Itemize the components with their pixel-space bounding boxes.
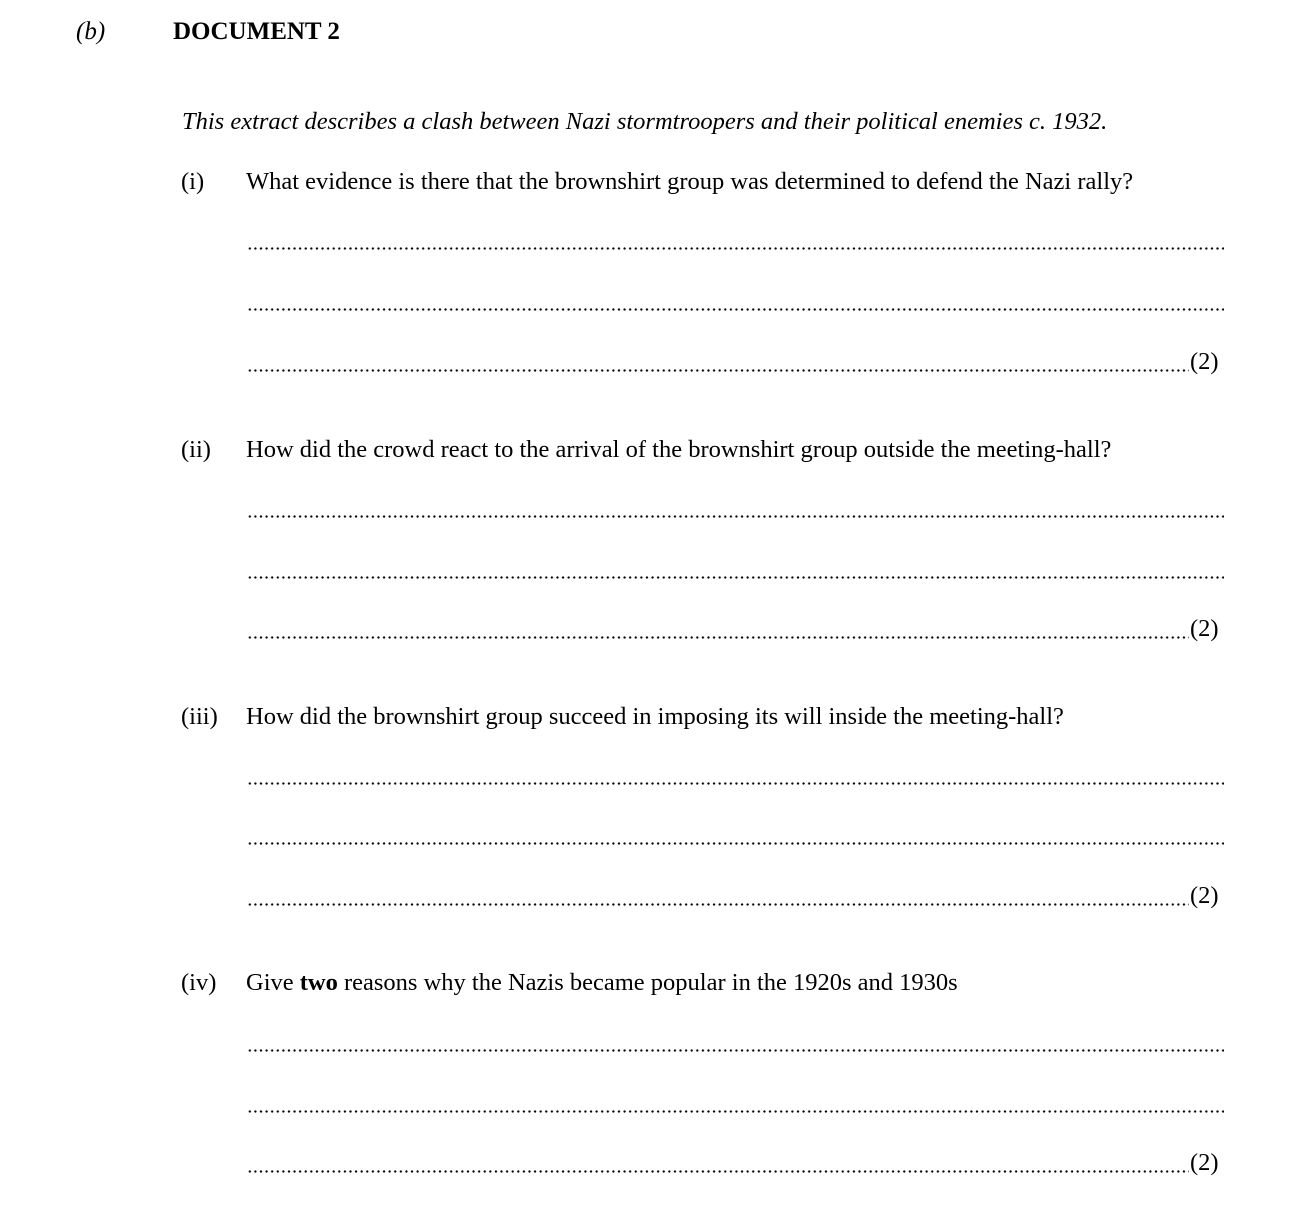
document-intro: This extract describes a clash between Nazi stormtroopers and their political enemies c. 1932.: [182, 108, 1108, 135]
marks-label: (2): [1190, 348, 1219, 375]
answer-line[interactable]: [247, 782, 1224, 785]
question-text: [246, 969, 958, 997]
answer-line[interactable]: [247, 308, 1224, 311]
answer-line[interactable]: [247, 1049, 1224, 1052]
part-label: (b): [76, 18, 106, 45]
marks-label: (2): [1190, 1149, 1219, 1176]
answer-line[interactable]: [247, 1170, 1189, 1173]
answer-line[interactable]: [247, 247, 1224, 250]
question-text-end: reasons why the Nazis became popular in the 1920s and 1930s: [337, 969, 958, 996]
marks-label: (2): [1190, 882, 1219, 909]
question-text: What evidence is there that the brownshirt group was determined to defend the Nazi rally?: [246, 168, 1134, 195]
question-text-start: Give: [246, 969, 300, 996]
answer-line[interactable]: [247, 1110, 1224, 1113]
answer-line[interactable]: [247, 369, 1189, 372]
marks-label: (2): [1190, 615, 1219, 642]
answer-line[interactable]: [247, 842, 1224, 845]
question-text-emphasis: two: [299, 969, 338, 996]
answer-line[interactable]: [247, 903, 1189, 906]
question-text: How did the brownshirt group succeed in imposing its will inside the meeting-hall?: [246, 703, 1064, 730]
question-number: (iii): [181, 703, 218, 730]
document-title: DOCUMENT 2: [173, 18, 340, 45]
question-number: (i): [181, 168, 205, 195]
answer-line[interactable]: [247, 576, 1224, 579]
question-text: How did the crowd react to the arrival of the brownshirt group outside the meeting-hall?: [246, 436, 1112, 463]
question-number: (iv): [181, 969, 217, 996]
answer-line[interactable]: [247, 515, 1224, 518]
answer-line[interactable]: [247, 636, 1189, 639]
question-number: (ii): [181, 436, 211, 463]
